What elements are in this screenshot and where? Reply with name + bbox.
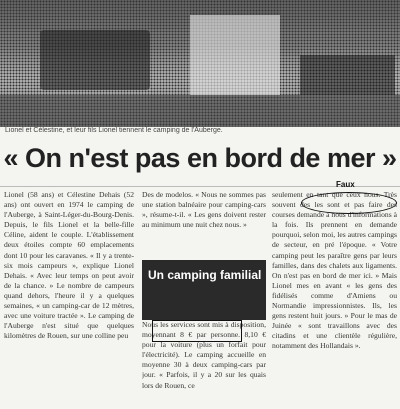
article-photo [0,0,400,127]
photo-caption: Lionel et Célestine, et leur fils Lionel tiennent le camping de l'Auberge. [5,127,223,134]
article-column-3 [272,190,397,409]
column-text: seulement en tant que ceux nous. Très souvent des les sont et pas faire des courses demande à nous d'informations à la fois. Ils prennent en demande pourquoi, selon moi, les autres campings de secteur, en pré l'époque. « Votre camping peut les paraître gens par leurs familles, dans des chalets aux ligaments. On n'est pas en bord de mer ici. » Mais Lionel mes en avant « les gens des fidélisés comme d'Amiens ou Normandie impressionnistes. Ils, les gens restent huit jours. » Pour le mas de Juinée « sont travaillons avec des citadins et une clientèle régulière, notamment des Hollandais ». [272,190,397,351]
column-text: Lionel (58 ans) et Célestine Dehais (52 ans) ont ouvert en 1974 le camping de l'Auberge, à Saint-Léger-du-Bourg-Denis. Depuis, le fils Lionel et la belle-fille Céline, aident le couple. L'établissement deux étoiles compte 60 emplacements dont 10 pour les caravanes. « Il y a trente-six mois campeurs », explique Lionel Dehais. « Avec leur temps on peut avoir de la chance. » Le nombre de campeurs quand dehors, l'heure il y a quelques semaines, « un camping-car de 12 mètres, avec une voiture tractée ». Le camping de l'Auberge n'est situé que quelques kilomètres de Rouen, sur une colline peu [4,190,134,341]
annotation-oval [301,192,397,214]
column-text: Nous les services sont mis à disposition, moyennant 8 € par personne. 8,10 € pour la voiture (plus un forfait pour l'électricité). Le camping accueille en moyenne 30 à deux camping-cars par jour. « Parfois, il y a 20 sur les quais lors de Rouen, ce [142,320,266,390]
article-column-2 [142,190,266,270]
photo-shape [40,30,150,90]
inset-heading: Un camping familial [148,268,262,282]
column-text: Des de modelos. « Nous ne sommes pas une station balnéaire pour camping-cars », résume-t-il. « Les gens doivent rester au minimum une nuit chez nous. » [142,190,266,230]
article-column-1 [4,190,134,409]
inset-heading-box [142,260,266,320]
photo-shape [0,95,400,127]
photo-shape [300,55,395,95]
photo-shape [190,15,280,95]
handwritten-annotation: Faux [336,180,355,189]
article-headline: « On n'est pas en bord de mer » [3,143,397,173]
annotation-box [152,320,242,342]
